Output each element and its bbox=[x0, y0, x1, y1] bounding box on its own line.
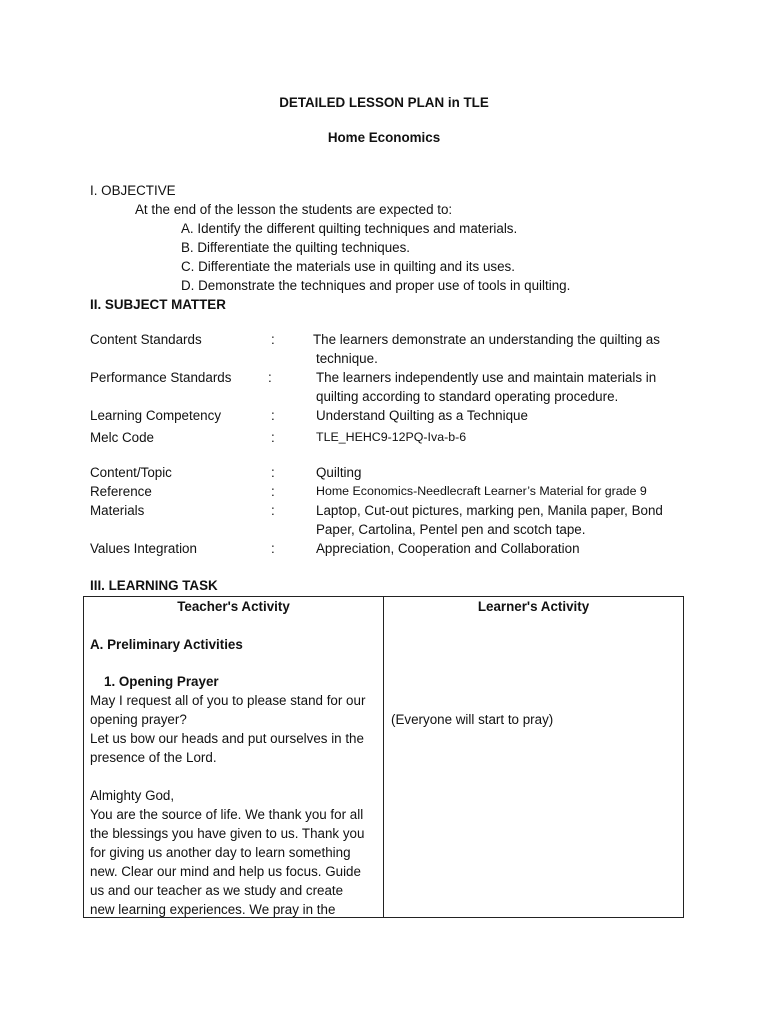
row-value-reference: Home Economics-Needlecraft Learner’s Material for grade 9 bbox=[316, 484, 647, 498]
row-value-content-standards-2: technique. bbox=[316, 351, 378, 366]
objective-heading: I. OBJECTIVE bbox=[90, 183, 176, 198]
teacher-line: new learning experiences. We pray in the bbox=[90, 902, 336, 917]
row-value-materials-2: Paper, Cartolina, Pentel pen and scotch tape. bbox=[316, 522, 586, 537]
row-label-learning-competency: Learning Competency bbox=[90, 408, 222, 423]
opening-prayer-heading: 1. Opening Prayer bbox=[104, 674, 219, 689]
row-colon: : bbox=[271, 503, 275, 518]
row-colon: : bbox=[271, 408, 275, 423]
row-value-performance-standards-2: quilting according to standard operating procedure. bbox=[316, 389, 619, 404]
objective-item-b: B. Differentiate the quilting techniques. bbox=[181, 240, 411, 255]
learning-task-table bbox=[83, 596, 684, 918]
teacher-line: You are the source of life. We thank you for all bbox=[90, 807, 364, 822]
row-colon: : bbox=[271, 541, 275, 556]
row-colon: : bbox=[271, 484, 275, 499]
row-colon: : bbox=[271, 332, 275, 347]
row-value-content-standards-1: The learners demonstrate an understanding the quilting as bbox=[313, 332, 660, 347]
row-label-melc-code: Melc Code bbox=[90, 430, 155, 445]
objective-intro: At the end of the lesson the students are expected to: bbox=[135, 202, 453, 217]
row-value-melc-code: TLE_HEHC9-12PQ-Iva-b-6 bbox=[316, 430, 467, 444]
teacher-activity-header: Teacher's Activity bbox=[177, 599, 290, 614]
row-label-materials: Materials bbox=[90, 503, 145, 518]
row-colon: : bbox=[268, 370, 272, 385]
row-colon: : bbox=[271, 465, 275, 480]
learner-activity-header: Learner's Activity bbox=[477, 599, 590, 614]
row-value-learning-competency: Understand Quilting as a Technique bbox=[316, 408, 528, 423]
objective-item-a: A. Identify the different quilting techniques and materials. bbox=[181, 221, 518, 236]
teacher-line: opening prayer? bbox=[90, 712, 187, 727]
teacher-line: us and our teacher as we study and create bbox=[90, 883, 344, 898]
teacher-line: Almighty God, bbox=[90, 788, 175, 803]
learner-response: (Everyone will start to pray) bbox=[391, 712, 554, 727]
row-label-content-topic: Content/Topic bbox=[90, 465, 172, 480]
row-label-reference: Reference bbox=[90, 484, 152, 499]
teacher-line: the blessings you have given to us. Thank you bbox=[90, 826, 365, 841]
subject-matter-heading: II. SUBJECT MATTER bbox=[90, 297, 226, 312]
preliminary-activities-heading: A. Preliminary Activities bbox=[90, 637, 243, 652]
row-label-content-standards: Content Standards bbox=[90, 332, 202, 347]
learning-task-heading: III. LEARNING TASK bbox=[90, 578, 218, 593]
row-value-content-topic: Quilting bbox=[316, 465, 362, 480]
row-label-performance-standards: Performance Standards bbox=[90, 370, 232, 385]
teacher-line: presence of the Lord. bbox=[90, 750, 217, 765]
teacher-line: May I request all of you to please stand for our bbox=[90, 693, 366, 708]
row-value-performance-standards-1: The learners independently use and maintain materials in bbox=[316, 370, 657, 385]
row-label-values-integration: Values Integration bbox=[90, 541, 197, 556]
document-subtitle: Home Economics bbox=[327, 130, 441, 145]
row-value-values-integration: Appreciation, Cooperation and Collaboration bbox=[316, 541, 580, 556]
teacher-line: Let us bow our heads and put ourselves in the bbox=[90, 731, 364, 746]
teacher-line: new. Clear our mind and help us focus. Guide bbox=[90, 864, 361, 879]
row-colon: : bbox=[271, 430, 275, 445]
table-column-divider bbox=[383, 597, 384, 917]
teacher-line: for giving us another day to learn something bbox=[90, 845, 351, 860]
document-title: DETAILED LESSON PLAN in TLE bbox=[279, 95, 489, 110]
objective-item-c: C. Differentiate the materials use in quilting and its uses. bbox=[181, 259, 515, 274]
row-value-materials-1: Laptop, Cut-out pictures, marking pen, Manila paper, Bond bbox=[316, 503, 663, 518]
objective-item-d: D. Demonstrate the techniques and proper use of tools in quilting. bbox=[181, 278, 571, 293]
